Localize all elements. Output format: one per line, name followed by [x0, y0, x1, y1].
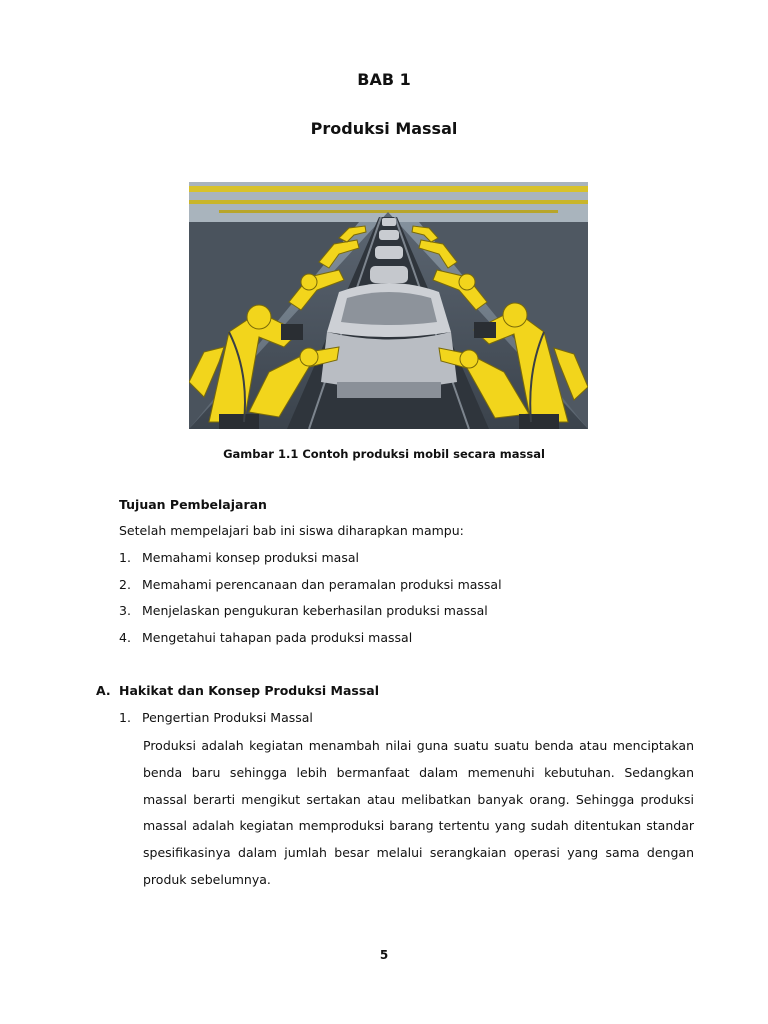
list-item-number: 3.	[119, 603, 131, 619]
list-item-text: Menjelaskan pengukuran keberhasilan produksi massal	[142, 603, 488, 619]
subsection-heading	[119, 710, 313, 725]
objectives-heading: Tujuan Pembelajaran	[119, 497, 267, 512]
list-item	[119, 630, 502, 657]
section-letter: A.	[96, 683, 111, 698]
objectives-list	[119, 550, 502, 657]
robotic-car-assembly-photo	[189, 182, 588, 429]
list-item-number: 1.	[119, 550, 131, 565]
list-item-number: 2.	[119, 576, 131, 592]
objectives-intro: Setelah mempelajari bab ini siswa diharapkan mampu:	[119, 523, 464, 538]
section-title: Hakikat dan Konsep Produksi Massal	[119, 683, 379, 698]
subsection-number: 1.	[119, 710, 131, 725]
list-item-text: Memahami konsep produksi masal	[142, 550, 359, 565]
list-item-text: Mengetahui tahapan pada produksi massal	[142, 630, 413, 646]
body-paragraph: Produksi adalah kegiatan menambah nilai guna suatu suatu benda atau menciptakan benda baru sehingga lebih bermanfaat dalam memenuhi kebutuhan. Sedangkan massal berarti mengikut sertakan atau melibatkan banyak orang. Sehingga produksi massal adalah kegiatan memproduksi barang tertentu yang sudah ditentukan standar spesifikasinya dalam jumlah besar melalui serangkaian operasi yang sama dengan produk sebelumnya.	[143, 738, 694, 887]
photo-illustration	[189, 182, 588, 429]
list-item-number: 4.	[119, 630, 131, 646]
section-heading	[96, 683, 379, 698]
chapter-title: Produksi Massal	[310, 119, 458, 138]
list-item	[119, 603, 502, 630]
list-item	[119, 577, 502, 604]
list-item-text: Memahami perencanaan dan peramalan produksi massal	[142, 576, 502, 592]
figure-caption: Gambar 1.1 Contoh produksi mobil secara massal	[223, 447, 545, 461]
page-number: 5	[379, 948, 389, 962]
list-item	[119, 550, 502, 577]
subsection-title: Pengertian Produksi Massal	[142, 710, 313, 725]
chapter-heading: BAB 1	[357, 70, 411, 89]
